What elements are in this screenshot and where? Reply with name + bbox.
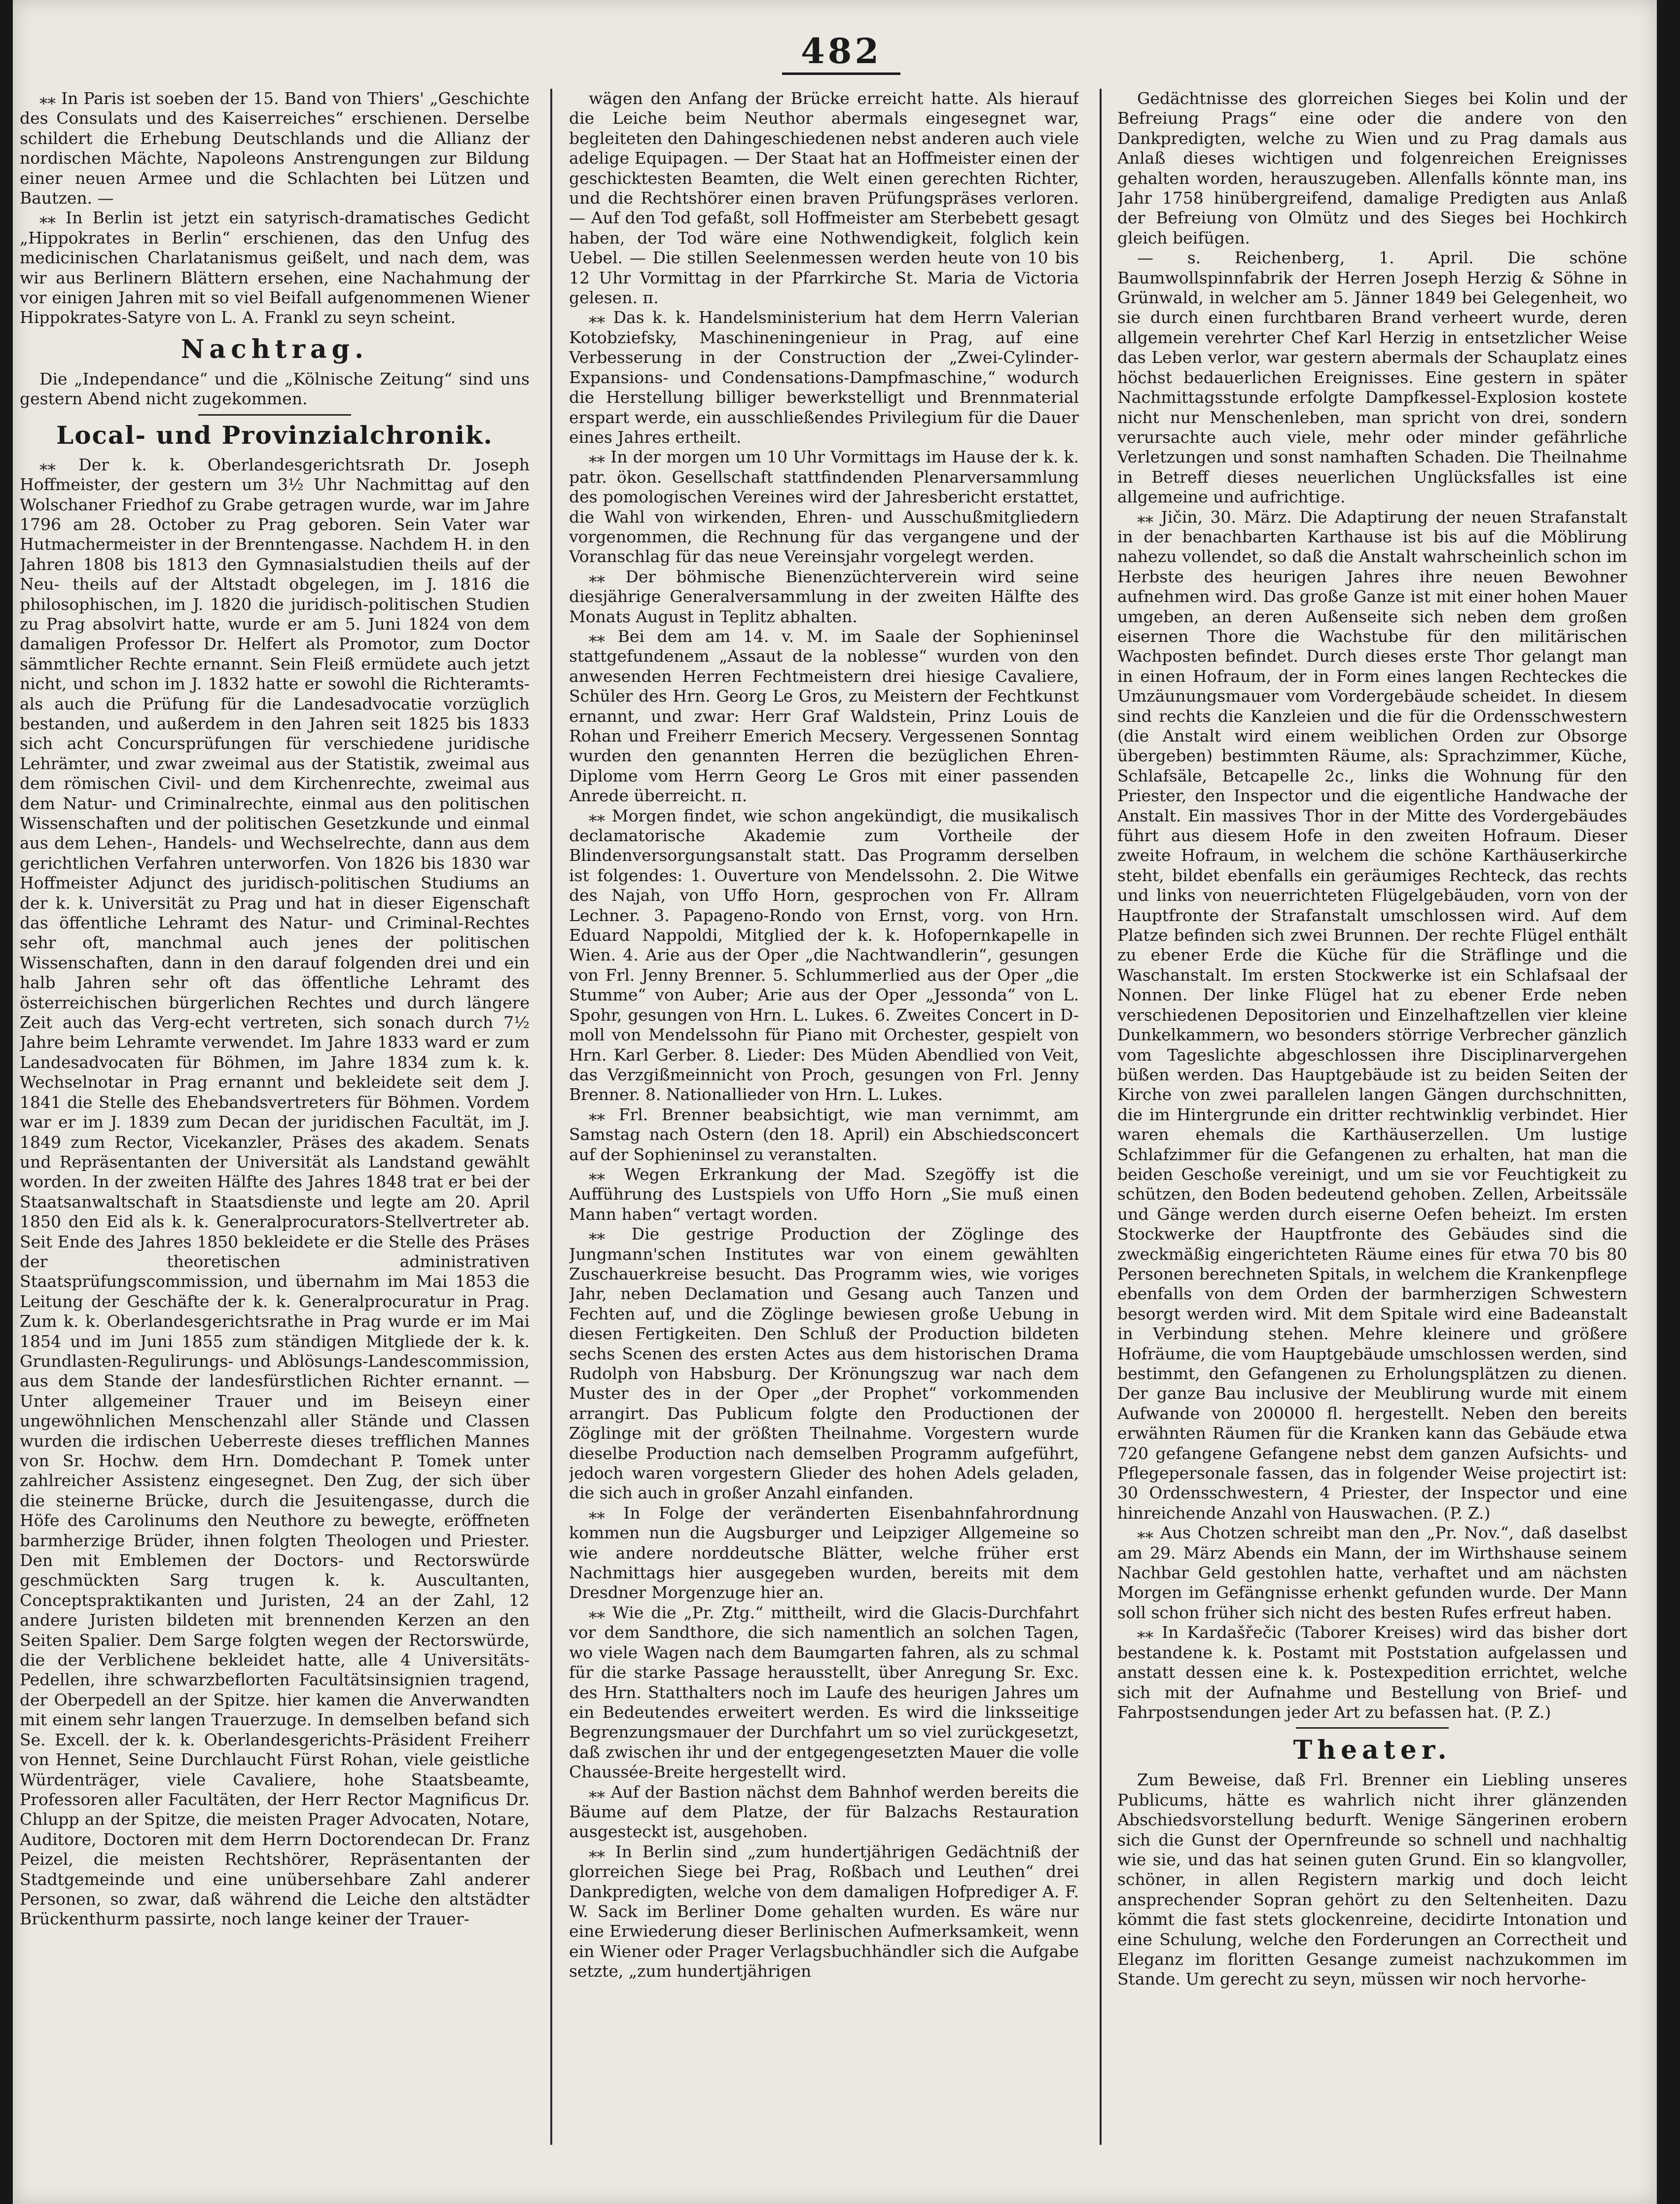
column-middle <box>569 89 1079 2125</box>
article-paragraph: ⁎⁎ Die gestrige Production der Zöglinge des Jungmann'schen Institutes war von einem gewählten Zuschauerkreise besucht. Das Programm wies, wie voriges Jahr, neben Declamation und Gesang auch Tanzen und Fechten auf, und die Zöglinge bewiesen große Uebung in diesen Fertigkeiten. Den Schluß der Production bildeten sechs Scenen des ersten Actes aus dem historischen Drama Rudolph von Habsburg. Der Krönungszug war nach dem Muster des in der Oper „der Prophet“ vorkommenden arrangirt. Das Publicum folgte den Productionen der Zöglinge mit der größten Theilnahme. Vorgestern wurde dieselbe Production nach demselben Programm aufgeführt, jedoch waren vorgestern Glieder des hohen Adels geladen, die sich auch in großer Anzahl einfanden. <box>569 1224 1079 1503</box>
article-paragraph: ⁎⁎ Der k. k. Oberlandesgerichtsrath Dr. Joseph Hoffmeister, der gestern um 3½ Uhr Nachmittag auf den Wolschaner Friedhof zu Grabe getragen wurde, war im Jahre 1796 am 28. October zu Prag geboren. Sein Vater war Hutmachermeister in der Brenntengasse. Nachdem H. in den Jahren 1808 bis 1813 den Gymnasialstudien theils auf der Neu- theils auf der Altstadt obgelegen, im J. 1816 die philosophischen, im J. 1820 die juridisch-politischen Studien zu Prag absolvirt hatte, wurde er am 5. Juni 1824 von dem damaligen Professor Dr. Helfert als Promotor, zum Doctor sämmtlicher Rechte ernannt. Sein Fleiß ermüdete auch jetzt nicht, und schon im J. 1832 hatte er sowohl die Richteramts- als auch die Prüfung für die Landesadvocatie vorzüglich bestanden, und außerdem in den Jahren seit 1825 bis 1833 sich acht Concursprüfungen für verschiedene juridische Lehrämter, und zwar zweimal aus der Statistik, zweimal aus dem römischen Civil- und dem Kirchenrechte, zweimal aus dem Natur- und Criminalrechte, einmal aus den politischen Wissenschaften und der politischen Gesetzkunde und einmal aus dem Lehen-, Handels- und Wechselrechte, dann aus dem gerichtlichen Verfahren unterworfen. Von 1826 bis 1830 war Hoffmeister Adjunct des juridisch-politischen Studiums an der k. k. Universität zu Prag und hat in dieser Eigenschaft das öffentliche Lehramt des Natur- und Criminal-Rechtes sehr oft, manchmal auch jenes der politischen Wissenschaften, dann in den darauf folgenden drei und ein halb Jahren sehr oft das öffentliche Lehramt des österreichischen bürgerlichen Rechtes und durch längere Zeit auch das Verg-echt vertreten, sich sonach durch 7½ Jahre beim Lehramte verwendet. Im Jahre 1833 ward er zum Landesadvocaten für Böhmen, im Jahre 1834 zum k. k. Wechselnotar in Prag ernannt und bekleidete seit dem J. 1841 die Stelle des Ehebandsvertreters für Böhmen. Vordem war er im J. 1839 zum Decan der juridischen Facultät, im J. 1849 zum Rector, Vicekanzler, Präses des akadem. Senats und Repräsentanten der Universität als Landstand gewählt worden. In der zweiten Hälfte des Jahres 1848 trat er bei der Staatsanwaltschaft in Staatsdienste und legte am 20. April 1850 den Eid als k. k. Generalprocurators-Stellvertreter ab. Seit Ende des Jahres 1850 bekleidete er die Stelle des Präses der theoretischen administrativen Staatsprüfungscommission, und übernahm im Mai 1853 die Leitung der Geschäfte der k. k. Generalprocuratur in Prag. Zum k. k. Oberlandesgerichtsrathe in Prag wurde er im Mai 1854 und im Juni 1855 zum ständigen Mitgliede der k. k. Grundlasten-Regulirungs- und Ablösungs-Landescommission, aus dem Stande der landesfürstlichen Richter ernannt. — Unter allgemeiner Trauer und im Beiseyn einer ungewöhnlichen Menschenzahl aller Stände und Classen wurden die irdischen Ueberreste dieses trefflichen Mannes von Sr. Hochw. dem Hrn. Domdechant P. Tomek unter zahlreicher Assistenz eingesegnet. Den Zug, der sich über die steinerne Brücke, durch die Jesuitengasse, durch die Höfe des Carolinums den Neuthore zu bewegte, eröffneten barmherzige Brüder, ihnen folgten Theologen und Priester. Den mit Emblemen der Doctors- und Rectorswürde geschmückten Sarg trugen k. k. Auscultanten, Conceptspraktikanten und Juristen, 24 an der Zahl, 12 andere Juristen bildeten mit brennenden Kerzen an den Seiten Spalier. Dem Sarge folgten wegen der Rectorswürde, die der Verblichene bekleidet hatte, alle 4 Universitäts-Pedellen, ihre schwarzbeflorten Facultätsinsignien tragend, der Oberpedell an der Spitze. hier kamen die Anverwandten mit einem sehr langen Trauerzuge. In demselben befand sich Se. Excell. der k. k. Oberlandesgerichts-Präsident Freiherr von Hennet, Seine Durchlaucht Fürst Rohan, viele geistliche Würdenträger, viele Cavaliere, hohe Staatsbeamte, Professoren aller Facultäten, der Herr Rector Magnificus Dr. Chlupp an der Spitze, die meisten Prager Advocaten, Notare, Auditore, Doctoren mit dem Herrn Doctorendecan Dr. Franz Peizel, die meisten Rechtshörer, Repräsentanten der Stadtgemeinde und eine unübersehbare Zahl anderer Personen, so zwar, daß während die Leiche den altstädter Brückenthurm passirte, noch lange keiner der Trauer- <box>20 455 530 1929</box>
section-heading-local-chronicle: Local- und Provinzialchronik. <box>56 420 493 450</box>
article-paragraph: ⁎⁎ In Folge der veränderten Eisenbahnfahrordnung kommen nun die Augsburger und Leipziger Allgemeine so wie andere norddeutsche Blätter, welche früher erst Nachmittags hier ausgegeben wurden, bereits mit dem Dresdner Morgenzuge hier an. <box>569 1503 1079 1602</box>
article-paragraph: wägen den Anfang der Brücke erreicht hatte. Als hierauf die Leiche beim Neuthor abermals eingesegnet war, begleiteten den Dahingeschiedenen nebst anderen auch viele adelige Equipagen. — Der Staat hat an Hoffmeister einen der geschicktesten Beamten, die Welt einen gerechten Richter, und die Rechtshörer einen braven Prüfungspräses verloren. — Auf den Tod gefaßt, soll Hoffmeister am Sterbebett gesagt haben, der Tod wäre eine Nothwendigkeit, folglich kein Uebel. — Die stillen Seelenmessen werden heute von 10 bis 12 Uhr Vormittag in der Pfarrkirche St. Maria de Victoria gelesen. π. <box>569 89 1079 308</box>
article-paragraph: ⁎⁎ In Kardašřečic (Taborer Kreises) wird das bisher dort bestandene k. k. Postamt mit Poststation aufgelassen und anstatt dessen eine k. k. Postexpedition errichtet, welche sich mit der Aufnahme und Bestellung von Brief- und Fahrpostsendungen jeder Art zu befassen hat. (P. Z.) <box>1117 1623 1627 1722</box>
column-left <box>20 89 530 2125</box>
article-paragraph: ⁎⁎ Morgen findet, wie schon angekündigt, die musikalisch declamatorische Akademie zum Vortheile der Blindenversorgungsanstalt statt. Das Programm derselben ist folgendes: 1. Ouverture von Mendelssohn. 2. Die Witwe des Najah, von Uffo Horn, gesprochen von Fr. Allram Lechner. 3. Papageno-Rondo von Ernst, vorg. von Hrn. Eduard Nappoldi, Mitglied der k. k. Hofopernkapelle in Wien. 4. Arie aus der Oper „die Nachtwandlerin“, gesungen von Frl. Jenny Brenner. 5. Schlummerlied aus der Oper „die Stumme“ von Auber; Arie aus der Oper „Jessonda“ von L. Spohr, gesungen von Hrn. L. Lukes. 6. Zweites Concert in D-moll von Mendelssohn für Piano mit Orchester, gespielt von Hrn. Karl Gerber. 8. Lieder: Des Müden Abendlied von Veit, das Verzgißmeinnicht von Proch, gesungen von Frl. Jenny Brenner. 8. Nationallieder von Hrn. L. Lukes. <box>569 806 1079 1104</box>
divider <box>1296 1727 1449 1729</box>
page-number: 482 <box>782 31 900 75</box>
article-paragraph: Die „Independance“ und die „Kölnische Zeitung“ sind uns gestern Abend nicht zugekommen. <box>20 369 530 409</box>
article-paragraph: ⁎⁎ Jičin, 30. März. Die Adaptirung der neuen Strafanstalt in der benachbarten Karthause ist bis auf die Möblirung nahezu vollendet, so daß die Anstalt wahrscheinlich schon im Herbste des heurigen Jahres ihre neuen Bewohner aufnehmen wird. Das große Ganze ist mit einer hohen Mauer umgeben, an deren Außenseite sich neben dem großen eisernen Thore die Wachstube für den militärischen Wachposten befindet. Durch dieses erste Thor gelangt man in einen Hofraum, der in Form eines langen Rechteckes die Umzäunungsmauer vom Vordergebäude scheidet. In diesem sind rechts die Kanzleien und die für die Ordensschwestern (die Anstalt wird einem weiblichen Orden zur Obsorge übergeben) bestimmten Räume, als: Sprachzimmer, Küche, Schlafsäle, Betcapelle 2c., links die Wohnung für den Priester, den Inspector und die eigentliche Handwache der Anstalt. Ein massives Thor in der Mitte des Vordergebäudes führt aus diesem Hofe in den zweiten Hofraum. Dieser zweite Hofraum, in welchem die schöne Karthäuserkirche steht, bildet ebenfalls ein geräumiges Rechteck, das rechts und links von neuerrichteten Flügelgebäuden, vorn von der Hauptfronte der Strafanstalt umschlossen wird. Auf dem Platze befinden sich zwei Brunnen. Der rechte Flügel enthält zu ebener Erde die Küche für die Sträflinge und die Waschanstalt. Im ersten Stockwerke ist ein Schlafsaal der Nonnen. Der linke Flügel hat zu ebener Erde neben verschiedenen Depositorien und Einzelhaftzellen vier kleine Dunkelkammern, wo besonders störrige Verbrecher gänzlich vom Tageslichte abgeschlossen ihre Disciplinarvergehen büßen werden. Das Hauptgebäude ist zu beiden Seiten der Kirche von zwei parallelen langen Gängen durchschnitten, die im Hintergrunde ein dritter rechtwinklig verbindet. Hier waren ehemals die Karthäuserzellen. Um lustige Schlafzimmer für die Gefangenen zu erhalten, hat man die beiden Geschoße vereinigt, und um sie vor Feuchtigkeit zu schützen, den Boden bedeutend gehoben. Zellen, Arbeitssäle und Gänge werden durch eiserne Oefen beheizt. Im ersten Stockwerke der Hauptfronte des Gebäudes sind die zweckmäßig eingerichteten Räume eines für etwa 70 bis 80 Personen berechneten Spitals, in welchem die Krankenpflege ebenfalls von dem Orden der barmherzigen Schwestern besorgt werden wird. Mit dem Spitale wird eine Badeanstalt in Verbindung stehen. Mehre kleinere und größere Hofräume, die vom Hauptgebäude umschlossen werden, sind bestimmt, den Gefangenen zu Erholungsplätzen zu dienen. Der ganze Bau inclusive der Meublirung wurde mit einem Aufwande von 200000 fl. hergestellt. Neben den bereits erwähnten Räumen für die Kranken kann das Gebäude etwa 720 gefangene Gefangene nebst dem ganzen Aufsichts- und Pflegepersonale fassen, das in folgender Weise projectirt ist: 30 Ordensschwestern, 4 Priester, der Inspector und eine hinreichende Anzahl von Hauswachen. (P. Z.) <box>1117 507 1627 1523</box>
column-right <box>1117 89 1627 2125</box>
column-divider <box>550 89 552 2145</box>
article-paragraph: Zum Beweise, daß Frl. Brenner ein Liebling unseres Publicums, hätte es wahrlich nicht ihrer glänzenden Abschiedsvorstellung bedurft. Wenige Sängerinen erobern sich die Gunst der Opernfreunde so schnell und nachhaltig wie sie, und das hat seinen guten Grund. Ein so klangvoller, schöner, in allen Registern markig und doch leicht ansprechender Sopran gehört zu den Seltenheiten. Dazu kömmt die fast stets glockenreine, decidirte Intonation und eine Schulung, welche den Forderungen an Correctheit und Eleganz im floritten Gesange zumeist nachzukommen im Stande. Um gerecht zu seyn, müssen wir noch hervorhe- <box>1117 1770 1627 1989</box>
article-paragraph: ⁎⁎ In Berlin sind „zum hundertjährigen Gedächtniß der glorreichen Siege bei Prag, Roßbach und Leuthen“ drei Dankpredigten, welche von dem damaligen Hofprediger A. F. W. Sack im Berliner Dome gehalten wurden. Es wäre nur eine Erwiederung dieser Berlinischen Aufmerksamkeit, wenn ein Wiener oder Prager Verlagsbuchhändler sich die Aufgabe setzte, „zum hundertjährigen <box>569 1842 1079 1981</box>
article-paragraph: ⁎⁎ In der morgen um 10 Uhr Vormittags im Hause der k. k. patr. ökon. Gesellschaft stattfindenden Plenarversammlung des pomologischen Vereines wird der Jahresbericht erstattet, die Wahl von wirkenden, Ehren- und Ausschußmitgliedern vorgenommen, die Rechnung für das vergangene und der Voranschlag für das neue Vereinsjahr vorgelegt werden. <box>569 447 1079 567</box>
article-paragraph: ⁎⁎ Wegen Erkrankung der Mad. Szegöffy ist die Aufführung des Lustspiels von Uffo Horn „Sie muß einen Mann haben“ vertagt worden. <box>569 1164 1079 1224</box>
article-paragraph: ⁎⁎ Das k. k. Handelsministerium hat dem Herrn Valerian Kotobziefsky, Maschineningenieur in Prag, auf eine Verbesserung in der Construction der „Zwei-Cylinder-Expansions- und Condensations-Dampfmaschine,“ wodurch die Herstellung billiger bewerkstelligt und Brennmaterial erspart werde, ein ausschließendes Privilegium für die Dauer eines Jahres ertheilt. <box>569 308 1079 447</box>
article-paragraph: ⁎⁎ In Paris ist soeben der 15. Band von Thiers' „Geschichte des Consulats und des Kaiserreiches“ erschienen. Derselbe schildert die Erhebung Deutschlands und die Allianz der nordischen Mächte, Napoleons Anstrengungen zur Bildung einer neuen Armee und die Schlachten bei Lützen und Bautzen. — <box>20 89 530 208</box>
article-paragraph: Gedächtnisse des glorreichen Sieges bei Kolin und der Befreiung Prags“ eine oder die andere von den Dankpredigten, welche zu Wien und zu Prag damals aus Anlaß dieses wichtigen und folgenreichen Ereignisses gehalten worden, herauszugeben. Allenfalls könnte man, ins Jahr 1758 hinübergreifend, damalige Predigten aus Anlaß der Befreiung von Olmütz und des Sieges bei Hochkirch gleich beifügen. <box>1117 89 1627 248</box>
section-heading-theater: Theater. <box>1293 1735 1452 1766</box>
newspaper-page <box>13 0 1657 2204</box>
article-paragraph: ⁎⁎ Wie die „Pr. Ztg.“ mittheilt, wird die Glacis-Durchfahrt vor dem Sandthore, die sich namentlich an solchen Tagen, wo viele Wagen nach dem Baumgarten fahren, als zu schmal für die starke Passage herausstellt, über Anregung Sr. Exc. des Hrn. Statthalters noch im Laufe des heurigen Jahres um ein Bedeutendes erweitert werden. Es wird die linksseitige Begrenzungsmauer der Durchfahrt um so viel zurückgesetzt, daß zwischen ihr und der entgegengesetzten Mauer die volle Chaussée-Breite hergestellt wird. <box>569 1602 1079 1782</box>
article-paragraph: ⁎⁎ Auf der Bastion nächst dem Bahnhof werden bereits die Bäume auf dem Platze, der für Balzachs Restauration ausgesteckt ist, ausgehoben. <box>569 1782 1079 1842</box>
section-heading-nachtrag: Nachtrag. <box>180 334 369 364</box>
divider <box>198 414 351 416</box>
article-paragraph: ⁎⁎ Frl. Brenner beabsichtigt, wie man vernimmt, am Samstag nach Ostern (den 18. April) ein Abschiedsconcert auf der Sophieninsel zu veranstalten. <box>569 1104 1079 1164</box>
article-paragraph: ⁎⁎ Der böhmische Bienenzüchterverein wird seine diesjährige Generalversammlung in der zweiten Hälfte des Monats August in Teplitz abhalten. <box>569 567 1079 626</box>
article-paragraph: — s. Reichenberg, 1. April. Die schöne Baumwollspinnfabrik der Herren Joseph Herzig & Söhne in Grünwald, in welcher am 5. Jänner 1849 bei Gelegenheit, wo sie durch einen furchtbaren Brand verheert wurde, deren allgemein verehrter Chef Karl Herzig in entsetzlicher Weise das Leben verlor, war gestern abermals der Schauplatz eines höchst bedauerlichen Ereignisses. Eine gestern in später Nachmittagsstunde erfolgte Dampfkessel-Explosion kostete nicht nur Menschenleben, man spricht von drei, sondern verursachte auch viele, mehr oder minder gefährliche Verletzungen und sonst namhaften Schaden. Die Theilnahme in Betreff dieses neuerlichen Unglücksfalles ist eine allgemeine und aufrichtige. <box>1117 248 1627 507</box>
article-paragraph: ⁎⁎ Aus Chotzen schreibt man den „Pr. Nov.“, daß daselbst am 29. März Abends ein Mann, der im Wirthshause seinem Nachbar Geld gestohlen hatte, verhaftet und am nächsten Morgen im Gefängnisse erhenkt gefunden wurde. Der Mann soll schon früher sich nicht des besten Rufes erfreut haben. <box>1117 1523 1627 1622</box>
column-divider <box>1100 89 1102 2145</box>
article-paragraph: ⁎⁎ Bei dem am 14. v. M. im Saale der Sophieninsel stattgefundenem „Assaut de la noblesse“ wurden von den anwesenden Herren Fechtmeistern drei hiesige Cavaliere, Schüler des Hrn. Georg Le Gros, zu Meistern der Fechtkunst ernannt, und zwar: Herr Graf Waldstein, Prinz Louis de Rohan und Freiherr Emerich Mecsery. Vergessenen Sonntag wurden den genannten Herren die bezüglichen Ehren-Diplome vom Herrn Georg Le Gros mit einer passenden Anrede überreicht. π. <box>569 626 1079 806</box>
article-paragraph: ⁎⁎ In Berlin ist jetzt ein satyrisch-dramatisches Gedicht „Hippokrates in Berlin“ erschienen, das den Unfug des medicinischen Charlatanismus geißelt, und nach dem, was wir aus Berlinern Blättern ersehen, eine Nachahmung der vor einigen Jahren mit so viel Beifall aufgenommenen Wiener Hippokrates-Satyre von L. A. Frankl zu seyn scheint. <box>20 208 530 327</box>
